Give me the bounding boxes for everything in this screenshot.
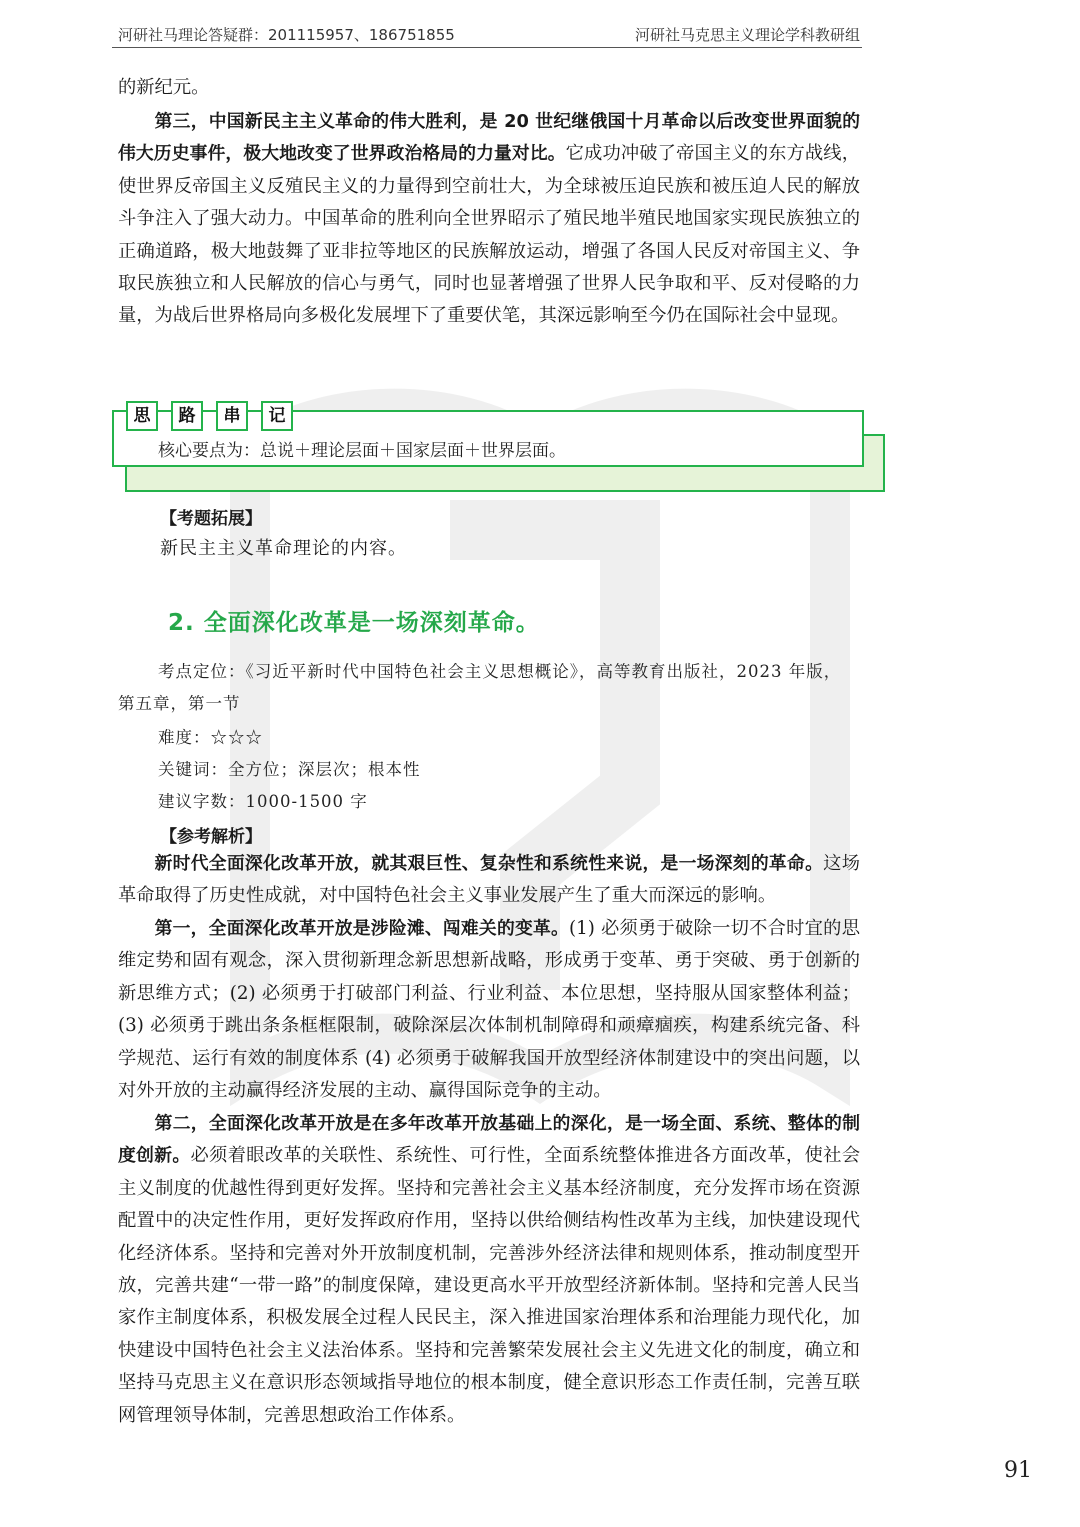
idea-tab-1: 思 <box>126 401 158 431</box>
analysis-p0-body: 这场革命取得了历史性成就，对中国特色社会主义事业发展产生了重大而深远的影响。 <box>118 853 860 907</box>
idea-box-text: 核心要点为：总说＋理论层面＋国家层面＋世界层面。 <box>158 441 566 461</box>
word-count: 建议字数：1000-1500 字 <box>158 792 368 811</box>
header-qq-groups: 河研社马理论答疑群：201115957、186751855 <box>118 26 455 44</box>
locate-line-1: 考点定位：《习近平新时代中国特色社会主义思想概论》，高等教育出版社，2023 年版， <box>158 662 842 681</box>
idea-tab-2: 路 <box>171 401 203 431</box>
difficulty: 难度：☆☆☆ <box>158 728 263 747</box>
analysis-p0-lead: 新时代全面深化改革开放，就其艰巨性、复杂性和系统性来说，是一场深刻的革命。 <box>154 853 824 874</box>
analysis-paragraph-1 <box>118 913 860 1107</box>
section-title: 2. 全面深化改革是一场深刻革命。 <box>168 610 540 636</box>
idea-tab-3: 串 <box>216 401 248 431</box>
page-number: 91 <box>1004 1458 1032 1483</box>
analysis-paragraph-2 <box>118 1108 860 1432</box>
idea-tab-4: 记 <box>261 401 293 431</box>
analysis-p1-body: (1) 必须勇于破除一切不合时宜的思维定势和固有观念，深入贯彻新理念新思想新战略，形成勇于变革、勇于突破、勇于创新的新思维方式；(2) 必须勇于打破部门利益、行业利益、本位思想，坚持服从国家整体利益；(3) 必须勇于跳出条条框框限制，破除深层次体制机制障碍和顽瘴痼疾，构建系统完备、科学规范、运行有效的制度体系 (4) 必须勇于破解我国开放型经济体制建设中的突出问题，以对外开放的主动赢得经济发展的主动、赢得国际竞争的主动。 <box>118 918 860 1102</box>
analysis-p2-lead: 第二，全面深化改革开放是在多年改革开放基础上的深化，是一场全面、系统、整体的制度创新。 <box>118 1113 860 1167</box>
extension-text: 新民主主义革命理论的内容。 <box>160 538 407 559</box>
paragraph-third-lead: 第三，中国新民主主义革命的伟大胜利，是 20 世纪继俄国十月革命以后改变世界面貌的伟大历史事件，极大地改变了世界政治格局的力量对比。 <box>118 111 860 165</box>
analysis-p2-body: 必须着眼改革的关联性、系统性、可行性，全面系统整体推进各方面改革，使社会主义制度的优越性得到更好发挥。坚持和完善社会主义基本经济制度，充分发挥市场在资源配置中的决定性作用，更好发挥政府作用，坚持以供给侧结构性改革为主线，加快建设现代化经济体系。坚持和完善对外开放制度机制，完善涉外经济法律和规则体系，推动制度型开放，完善共建“一带一路”的制度保障，建设更高水平开放型经济新体制。坚持和完善人民当家作主制度体系，积极发展全过程人民民主，深入推进国家治理体系和治理能力现代化，加快建设中国特色社会主义法治体系。坚持和完善繁荣发展社会主义先进文化的制度，确立和坚持马克思主义在意识形态领域指导地位的根本制度，健全意识形态工作责任制，完善互联网管理领导体制，完善思想政治工作体系。 <box>118 1145 860 1426</box>
extension-heading: 【考题拓展】 <box>160 509 262 529</box>
analysis-p1-lead: 第一，全面深化改革开放是涉险滩、闯难关的变革。 <box>154 918 570 939</box>
header-publisher: 河研社马克思主义理论学科教研组 <box>634 26 860 44</box>
locate-line-2: 第五章，第一节 <box>118 694 241 713</box>
header-rule <box>112 47 862 48</box>
paragraph-third <box>118 106 860 333</box>
analysis-heading: 【参考解析】 <box>160 827 262 847</box>
paragraph-third-body: 它成功冲破了帝国主义的东方战线，使世界反帝国主义反殖民主义的力量得到空前壮大，为全球被压迫民族和被压迫人民的解放斗争注入了强大动力。中国革命的胜利向全世界昭示了殖民地半殖民地国家实现民族独立的正确道路，极大地鼓舞了亚非拉等地区的民族解放运动，增强了各国人民反对帝国主义、争取民族独立和人民解放的信心与勇气，同时也显著增强了世界人民争取和平、反对侵略的力量，为战后世界格局向多极化发展埋下了重要伏笔，其深远影响至今仍在国际社会中显现。 <box>118 143 860 327</box>
intro-tail: 的新纪元。 <box>118 77 210 98</box>
analysis-paragraph-0 <box>118 848 860 913</box>
keywords: 关键词：全方位；深层次；根本性 <box>158 760 421 779</box>
